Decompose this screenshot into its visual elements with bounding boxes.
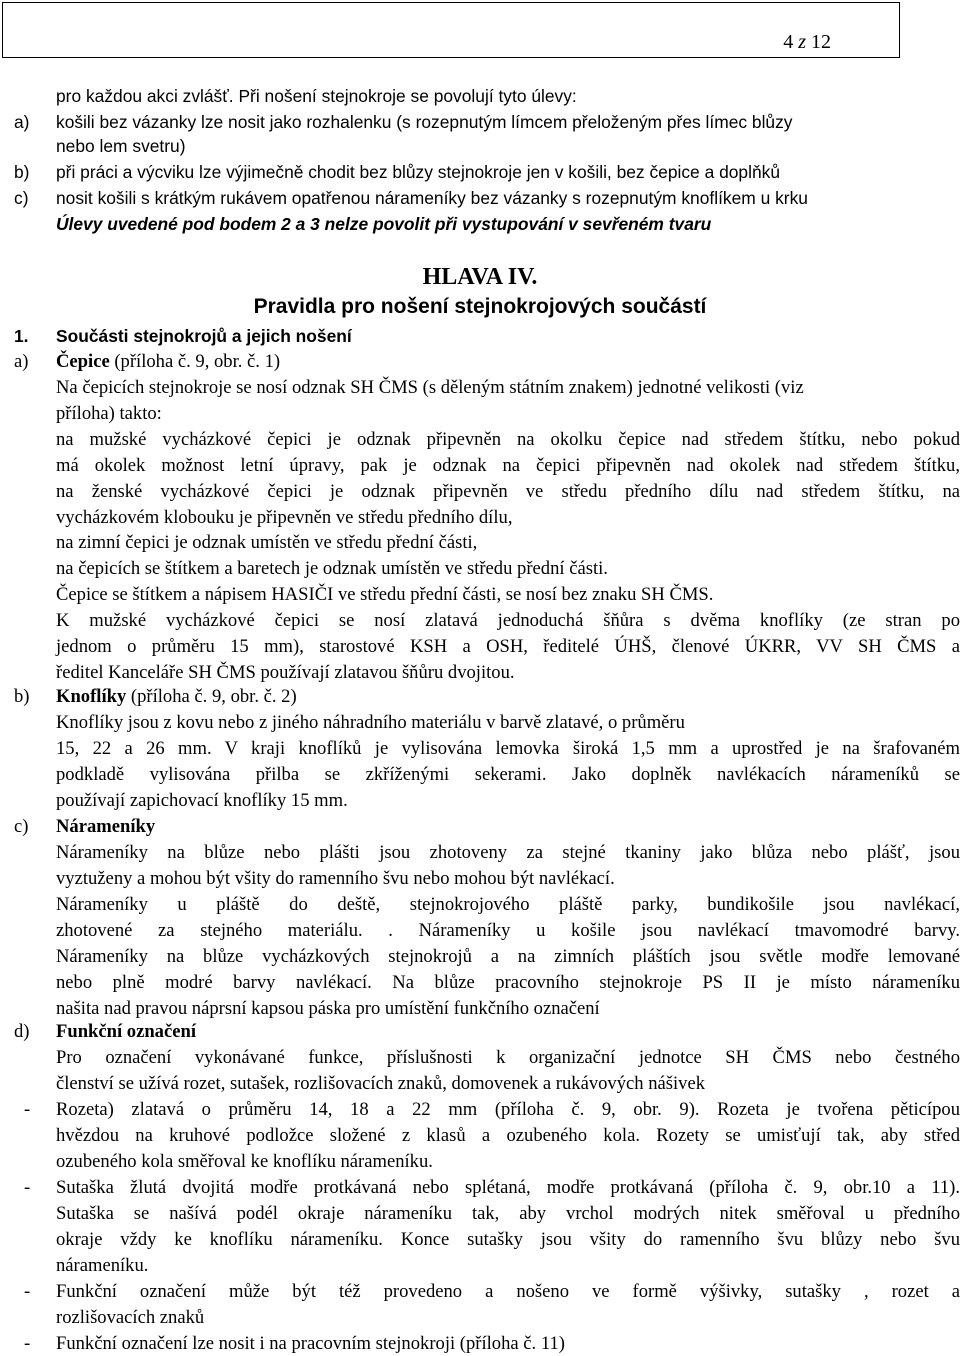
body-line: na mužské vycházkové čepici je odznak připevněn na okolku čepice nad středem štítku, nebo pokud (56, 428, 960, 450)
body-line: příloha) takto: (56, 402, 162, 424)
body-line: našita nad pravou náprsní kapsou páska pro umístění funkčního označení (56, 998, 600, 1019)
body-line: Na čepicích stejnokroje se nosí odznak SH ČMS (s děleným státním znakem) jednotné velikosti (viz (56, 377, 804, 398)
page-number-separator: z (798, 31, 806, 53)
page-header (2, 2, 900, 58)
body-line: vyztuženy a mohou být všity do ramenního švu nebo mohou být navlékací. (56, 868, 615, 889)
body-line: na čepicích se štítkem a baretech je odznak umístěn ve středu přední části. (56, 558, 608, 580)
body-line: Čepice se štítkem a nápisem HASIČI ve středu přední části, se nosí bez znaku SH ČMS. (56, 584, 714, 606)
bullet-line: hvězdou na kruhové podložce složené z klasů a ozubeného kola. Rozety se umisťují tak, aby střed (56, 1125, 960, 1146)
body-line: na ženské vycházkové čepici je odznak připevněn ve středu předního dílu nad středem štítku, na (56, 480, 960, 502)
intro-item-c: nosit košili s krátkým rukávem opatřenou nárameníky bez vázanky s rozepnutým knoflíkem u krku (56, 188, 808, 208)
bullet-line: okraje vždy ke knoflíku nárameníku. Konce sutašky jsou všity do ramenního švu blůzy nebo švu (56, 1229, 960, 1250)
item-heading-knofliky (56, 685, 297, 709)
item-marker: a) (14, 351, 29, 372)
intro-item-a: košili bez vázanky lze nosit jako rozhalenku (s rozepnutým límcem přeloženým přes límec blůzy (56, 112, 793, 132)
chapter-subtitle: Pravidla pro nošení stejnokrojových součástí (253, 295, 707, 318)
item-marker: b) (14, 686, 30, 707)
body-line: nebo plně modré barvy navlékací. Na blůze pracovního stejnokroje PS II je místo nárameníku (56, 972, 960, 993)
body-line: podkladě vylisována přilba se zkříženými sekerami. Jako doplněk navlékacích nárameníků se (56, 764, 960, 785)
bullet-line: rozlišovacích znaků (56, 1307, 205, 1328)
list-marker: c) (14, 188, 29, 208)
item-title: Nárameníky (56, 816, 156, 837)
item-marker: c) (14, 816, 29, 837)
item-marker: d) (14, 1021, 30, 1042)
bullet-line: nárameníku. (56, 1255, 149, 1276)
bullet-line: Rozeta) zlatavá o průměru 14, 18 a 22 mm (příloha č. 9, obr. 9). Rozeta je tvořena pěticípou (56, 1099, 960, 1120)
list-marker: a) (14, 112, 30, 132)
bullet-line: Sutaška se našívá podél okraje nárameníku tak, aby vrchol modrých nitek směřoval u předního (56, 1203, 960, 1224)
intro-item-a-cont: nebo lem svetru) (56, 136, 186, 156)
body-line: Nárameníky na blůze nebo plášti jsou zhotoveny za stejné tkaniny jako blůza nebo plášť, jsou (56, 842, 960, 863)
bullet-marker: - (24, 1177, 31, 1198)
page-number-current: 4 (783, 31, 794, 53)
body-line: Nárameníky na blůze vycházkových stejnokrojů a na zimních pláštích jsou světle modře lemované (56, 946, 960, 967)
page-number-total: 12 (811, 31, 831, 53)
body-line: používají zapichovací knoflíky 15 mm. (56, 790, 348, 811)
intro-note: Úlevy uvedené pod bodem 2 a 3 nelze povolit při vystupování v sevřeném tvaru (56, 214, 712, 234)
section-number: 1. (14, 326, 29, 346)
item-ref: (příloha č. 9, obr. č. 1) (109, 351, 281, 372)
list-marker: b) (14, 162, 30, 182)
body-line: zhotovené za stejného materiálu. . Nárameníky u košile jsou navlékací tmavomodré barvy. (56, 920, 960, 941)
item-title: Knoflíky (56, 686, 127, 707)
body-line: Pro označení vykonávané funkce, příslušnosti k organizační jednotce SH ČMS nebo čestného (56, 1047, 960, 1068)
page-number (783, 31, 831, 54)
bullet-marker: - (24, 1333, 31, 1354)
body-line: Knoflíky jsou z kovu nebo z jiného náhradního materiálu v barvě zlatavé, o průměru (56, 712, 685, 733)
chapter-title: HLAVA IV. (422, 264, 538, 290)
body-line: vycházkovém klobouku je připevněn ve středu předního dílu, (56, 506, 513, 528)
item-ref: (příloha č. 9, obr. č. 2) (126, 686, 297, 707)
body-line: ředitel Kanceláře SH ČMS používají zlatavou šňůru dvojitou. (56, 661, 515, 683)
body-line: 15, 22 a 26 mm. V kraji knoflíků je vylisována lemovka široká 1,5 mm a uprostřed je na šrafovaném (56, 738, 960, 759)
bullet-marker: - (24, 1099, 31, 1120)
item-heading-cepice (56, 350, 280, 374)
section-title: Součásti stejnokrojů a jejich nošení (56, 326, 352, 346)
body-line: K mužské vycházkové čepici se nosí zlatavá jednoduchá šňůra s dvěma knoflíky (ze stran po (56, 610, 960, 632)
body-line: Nárameníky u pláště do deště, stejnokrojového pláště parky, bundikošile jsou navlékací, (56, 894, 960, 915)
bullet-marker: - (24, 1281, 31, 1302)
bullet-line: Sutaška žlutá dvojitá modře protkávaná nebo splétaná, modře protkávaná (příloha č. 9, obr.10 a 11). (56, 1177, 960, 1198)
body-line: jednom o průměru 15 mm), starostové KSH a OSH, ředitelé ÚHŠ, členové ÚKRR, VV SH ČMS a (56, 636, 960, 657)
bullet-line: ozubeného kola směřoval ke knoflíku nárameníku. (56, 1151, 433, 1172)
bullet-line: Funkční označení může být též provedeno a nošeno ve formě výšivky, sutašky , rozet a (56, 1281, 960, 1302)
body-line: členství se užívá rozet, sutašek, rozlišovacích znaků, domovenek a rukávových nášivek (56, 1073, 706, 1094)
item-title: Funkční označení (56, 1021, 196, 1042)
item-title: Čepice (56, 351, 110, 372)
bullet-line: Funkční označení lze nosit i na pracovním stejnokroji (příloha č. 11) (56, 1333, 565, 1354)
body-line: na zimní čepici je odznak umístěn ve středu přední části, (56, 532, 478, 554)
body-line: má okolek možnost letní úpravy, pak je odznak na čepici připevněn nad okolek nad středem štítku, (56, 454, 960, 476)
intro-line: pro každou akci zvlášť. Při nošení stejnokroje se povolují tyto úlevy: (56, 86, 577, 106)
intro-item-b: při práci a výcviku lze výjimečně chodit bez blůzy stejnokroje jen v košili, bez čepice a doplňků (56, 162, 780, 182)
